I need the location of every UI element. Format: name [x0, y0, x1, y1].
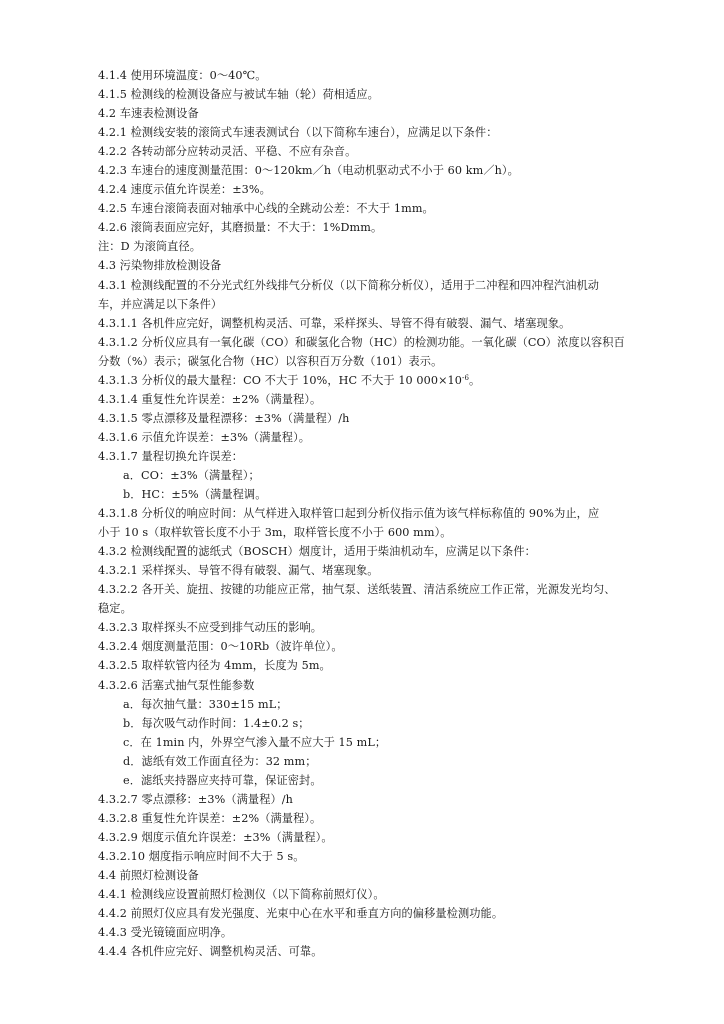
line-text: 4.3.1.1 各机件应完好，调整机构灵活、可靠，采样探头、导管不得有破裂、漏气、堵塞现象。: [98, 316, 571, 330]
text-line: [98, 504, 678, 523]
line-text: 稳定。: [98, 602, 132, 616]
line-text: 4.1.4 使用环境温度：0～40℃。: [98, 69, 267, 82]
line-text: 4.4.2 前照灯仪应具有发光强度、光束中心在水平和垂直方向的偏移量检测功能。: [98, 907, 504, 921]
text-line: [98, 942, 678, 961]
text-line: [98, 656, 678, 675]
text-line: [98, 295, 678, 314]
text-line: [98, 237, 678, 256]
text-line: [98, 523, 678, 542]
text-line: [98, 466, 678, 485]
line-text: 4.3.2 检测线配置的滤纸式（BOSCH）烟度计，适用于柴油机动车，应满足以下条件：: [98, 545, 536, 559]
line-text: 分数（%）表示；碳氢化合物（HC）以容积百万分数（101）表示。: [98, 354, 443, 368]
line-text: 4.3.1.6 示值允许误差：±3%（满量程）。: [98, 430, 311, 444]
text-line: [98, 485, 678, 504]
text-line: [98, 409, 678, 428]
text-line: [98, 447, 678, 466]
line-text: 4.3.1.8 分析仪的响应时间：从气样进入取样管口起到分析仪指示值为该气样标称值的 90%为止，应: [98, 507, 600, 521]
line-text: 小于 10 s（取样软管长度不小于 3m，取样管长度不小于 600 mm）。: [98, 526, 452, 540]
document-body: [98, 66, 678, 961]
text-line: [98, 85, 678, 104]
text-line: [98, 599, 678, 618]
text-line: [98, 276, 678, 295]
text-line: [98, 580, 678, 599]
text-line: [98, 771, 678, 790]
line-text: 4.3.2.4 烟度测量范围：0～10Rb（波许单位）。: [98, 640, 343, 654]
line-text: 4.3.2.10 烟度指示响应时间不大于 5 s。: [98, 849, 305, 863]
line-text: b．HC：±5%（满量程调。: [123, 488, 267, 502]
line-text: 4.2.5 车速台滚筒表面对轴承中心线的全跳动公差：不大于 1mm。: [98, 202, 434, 216]
text-line: [98, 314, 678, 333]
text-line: [98, 809, 678, 828]
text-line: [98, 752, 678, 771]
line-text: 4.2.1 检测线安装的滚筒式车速表测试台（以下简称车速台），应满足以下条件：: [98, 126, 498, 140]
text-line: [98, 104, 678, 123]
line-text: 4.3.2.8 重复性允许误差：±2%（满量程）。: [98, 811, 322, 825]
text-line: [98, 733, 678, 752]
line-text: 4.2.2 各转动部分应转动灵活、平稳、不应有杂音。: [98, 145, 357, 159]
line-text: 4.3.2.1 采样探头、导管不得有破裂、漏气、堵塞现象。: [98, 564, 379, 578]
line-text: 4.4 前照灯检测设备: [98, 868, 199, 882]
text-line: [98, 256, 678, 275]
text-line: [98, 142, 678, 161]
text-line: [98, 618, 678, 637]
line-text: a．每次抽气量：330±15 mL；: [123, 697, 288, 711]
text-line: [98, 199, 678, 218]
line-text: 4.3.2.3 取样探头不应受到排气动压的影响。: [98, 621, 323, 635]
line-text: 4.2 车速表检测设备: [98, 107, 199, 121]
text-line: [98, 904, 678, 923]
line-text: 4.4.3 受光镜镜面应明净。: [98, 926, 233, 940]
text-line: [98, 371, 678, 390]
text-line: [98, 695, 678, 714]
text-line: [98, 542, 678, 561]
text-line: [98, 885, 678, 904]
text-line: [98, 66, 678, 85]
text-line: [98, 828, 678, 847]
text-line: [98, 390, 678, 409]
line-text: 4.3.1.7 量程切换允许误差：: [98, 449, 244, 463]
line-text: 4.3.1.5 零点漂移及量程漂移：±3%（满量程）/h: [98, 411, 350, 425]
line-text: 4.3.1.3 分析仪的最大量程：CO 不大于 10%，HC 不大于 10 000×10: [98, 373, 462, 387]
line-text: 4.3.2.2 各开关、旋扭、按键的功能应正常，抽气泵、送纸装置、清洁系统应工作正常，光源发光均匀、: [98, 583, 616, 597]
line-text: 4.3.1 检测线配置的不分光式红外线排气分析仪（以下简称分析仪），适用于二冲程和四冲程汽油机动: [98, 278, 600, 292]
text-line: [98, 847, 678, 866]
text-line: [98, 676, 678, 695]
text-line: [98, 180, 678, 199]
line-text: 4.4.4 各机件应完好、调整机构灵活、可靠。: [98, 945, 323, 959]
line-text: 4.2.3 车速台的速度测量范围：0～120km／h（电动机驱动式不小于 60 km／h）。: [98, 164, 519, 178]
line-text: 4.3.2.6 活塞式抽气泵性能参数: [98, 678, 255, 692]
line-text: 4.3 污染物排放检测设备: [98, 259, 222, 273]
line-text: 4.3.2.5 取样软管内径为 4mm，长度为 5m。: [98, 659, 331, 673]
line-text: 4.3.2.9 烟度示值允许误差：±3%（满量程）。: [98, 830, 333, 844]
text-line: [98, 352, 678, 371]
line-text: 4.1.5 检测线的检测设备应与被试车轴（轮）荷相适应。: [98, 88, 379, 102]
line-text: 4.4.1 检测线应设置前照灯检测仪（以下简称前照灯仪）。: [98, 888, 385, 902]
line-text: 车，并应满足以下条件）: [98, 297, 223, 311]
text-line: [98, 561, 678, 580]
text-line: [98, 161, 678, 180]
line-text-tail: 。: [469, 373, 481, 387]
text-line: [98, 714, 678, 733]
text-line: [98, 218, 678, 237]
line-text: 4.3.1.2 分析仪应具有一氧化碳（CO）和碳氢化合物（HC）的检测功能。一氧化碳（CO）浓度以容积百: [98, 335, 625, 349]
text-line: [98, 637, 678, 656]
text-line: [98, 123, 678, 142]
text-line: [98, 923, 678, 942]
line-text: d．滤纸有效工作面直径为：32 mm；: [123, 754, 317, 768]
line-text: c．在 1min 内，外界空气渗入量不应大于 15 mL；: [123, 735, 387, 749]
line-text: 注：D 为滚筒直径。: [98, 240, 202, 254]
line-text: 4.2.6 滚筒表面应完好，其磨损量：不大于：1%Dmm。: [98, 221, 383, 235]
line-text: 4.2.4 速度示值允许误差：±3%。: [98, 183, 271, 197]
text-line: [98, 790, 678, 809]
line-text: 4.3.2.7 零点漂移：±3%（满量程）/h: [98, 792, 293, 806]
line-text: a．CO：±3%（满量程）；: [123, 468, 260, 482]
text-line: [98, 866, 678, 885]
text-line: [98, 333, 678, 352]
line-text: b．每次吸气动作时间：1.4±0.2 s；: [123, 716, 310, 730]
superscript-exponent: -6: [462, 373, 470, 382]
line-text: e．滤纸夹持器应夹持可靠，保证密封。: [123, 773, 322, 787]
text-line: [98, 428, 678, 447]
line-text: 4.3.1.4 重复性允许误差：±2%（满量程）。: [98, 392, 322, 406]
